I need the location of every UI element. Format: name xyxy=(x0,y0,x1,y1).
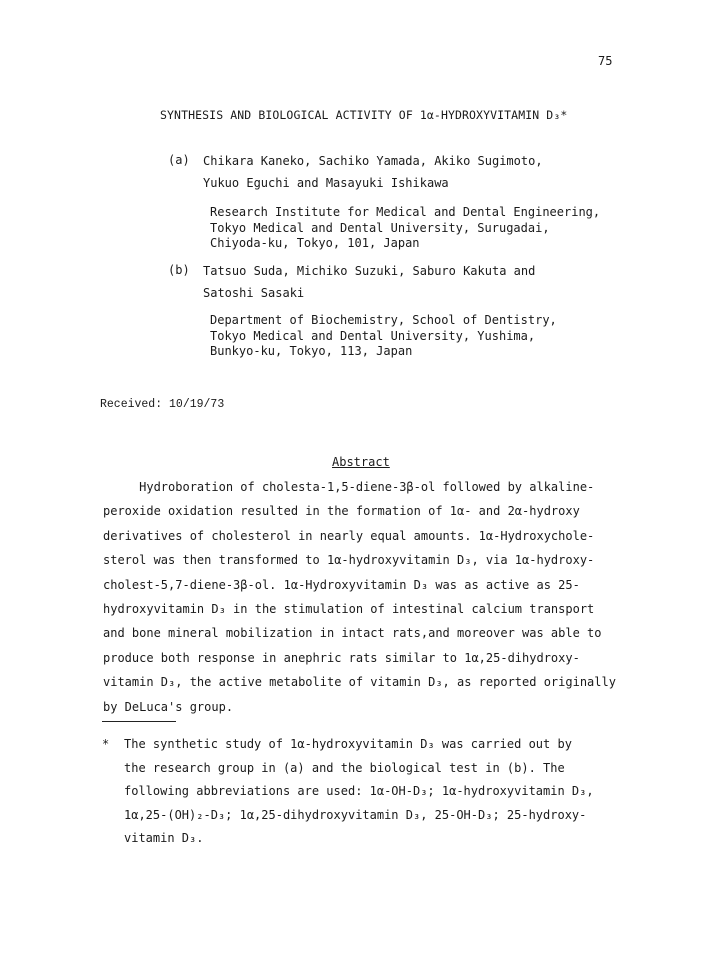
group-a-label: (a) xyxy=(168,153,190,167)
abstract-line: vitamin D₃, the active metabolite of vitamin D₃, as reported originally xyxy=(103,675,616,690)
group-b-affiliation-line-2: Tokyo Medical and Dental University, Yushima, xyxy=(210,328,536,343)
group-b-affiliation-line-3: Bunkyo-ku, Tokyo, 113, Japan xyxy=(210,344,413,358)
footnote-marker: * xyxy=(102,737,110,751)
abstract-heading: Abstract xyxy=(332,455,390,469)
group-a-affiliation-line-1: Research Institute for Medical and Dental Engineering, xyxy=(210,205,601,219)
abstract-line: and bone mineral mobilization in intact rats,and moreover was able to xyxy=(103,626,602,641)
abstract-line: produce both response in anephric rats similar to 1α,25-dihydroxy- xyxy=(103,650,580,665)
footnote-line: the research group in (a) and the biological test in (b). The xyxy=(124,760,565,775)
footnote-line: following abbreviations are used: 1α-OH-D₃; 1α-hydroxyvitamin D₃, xyxy=(124,784,594,799)
group-b-affiliation-line-1: Department of Biochemistry, School of Dentistry, xyxy=(210,313,557,327)
footnote-divider xyxy=(102,721,176,722)
group-b-affiliation xyxy=(210,313,630,360)
abstract-line: sterol was then transformed to 1α-hydroxyvitamin D₃, via 1α-hydroxy- xyxy=(103,553,595,568)
group-b-label: (b) xyxy=(168,263,190,277)
page-number: 75 xyxy=(598,54,613,68)
group-a-affiliation xyxy=(210,205,630,252)
group-b-authors xyxy=(203,260,643,304)
abstract-body xyxy=(103,481,623,725)
received-date: Received: 10/19/73 xyxy=(100,398,225,411)
footnote-line: The synthetic study of 1α-hydroxyvitamin D₃ was carried out by xyxy=(124,737,572,751)
group-a-authors-line-1: Chikara Kaneko, Sachiko Yamada, Akiko Sugimoto, xyxy=(203,154,543,168)
footnote-text xyxy=(124,738,594,856)
group-b-authors-line-2: Satoshi Sasaki xyxy=(203,286,305,300)
group-a-authors xyxy=(203,150,643,194)
abstract-line: peroxide oxidation resulted in the formation of 1α- and 2α-hydroxy xyxy=(103,504,580,519)
abstract-line: hydroxyvitamin D₃ in the stimulation of intestinal calcium transport xyxy=(103,601,595,616)
footnote-line: vitamin D₃. xyxy=(124,831,204,846)
group-b-authors-line-1: Tatsuo Suda, Michiko Suzuki, Saburo Kakuta and xyxy=(203,264,536,278)
abstract-line: cholest-5,7-diene-3β-ol. 1α-Hydroxyvitamin D₃ was as active as 25- xyxy=(103,577,580,592)
group-a-affiliation-line-3: Chiyoda-ku, Tokyo, 101, Japan xyxy=(210,236,420,250)
group-a-affiliation-line-2: Tokyo Medical and Dental University, Surugadai, xyxy=(210,220,550,235)
group-a-authors-line-2: Yukuo Eguchi and Masayuki Ishikawa xyxy=(203,176,449,190)
abstract-line: Hydroboration of cholesta-1,5-diene-3β-ol followed by alkaline- xyxy=(103,480,595,494)
abstract-line: by DeLuca's group. xyxy=(103,699,234,714)
footnote-line: 1α,25-(OH)₂-D₃; 1α,25-dihydroxyvitamin D₃, 25-OH-D₃; 25-hydroxy- xyxy=(124,807,587,822)
paper-title: SYNTHESIS AND BIOLOGICAL ACTIVITY OF 1α-HYDROXYVITAMIN D₃* xyxy=(160,108,568,122)
abstract-line: derivatives of cholesterol in nearly equal amounts. 1α-Hydroxychole- xyxy=(103,528,595,543)
